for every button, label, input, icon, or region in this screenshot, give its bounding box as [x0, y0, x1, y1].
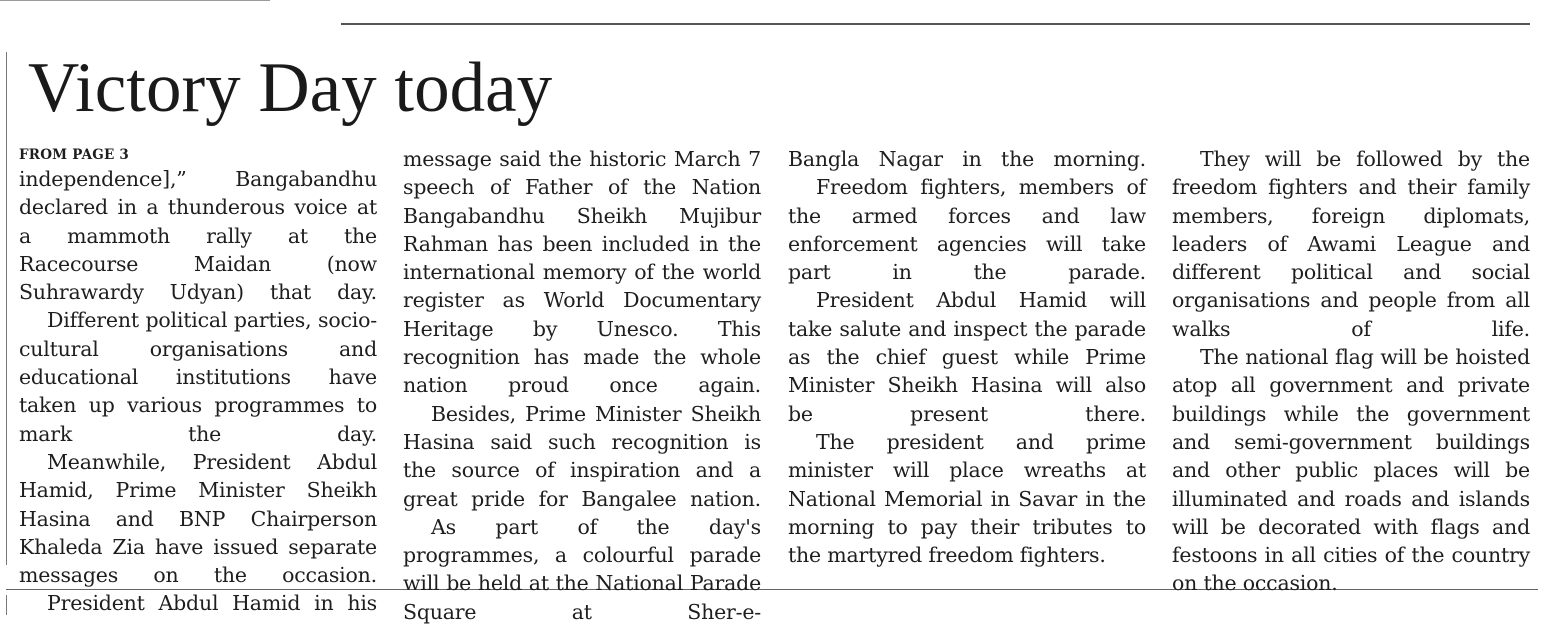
article-column-1: [19, 145, 377, 618]
continued-from-label: FROM PAGE 3: [19, 147, 129, 163]
top-left-rule: [0, 0, 270, 1]
paragraph: They will be followed by the freedom fighters and their family members, foreign diplomats, leaders of Awami League and different political and social organisations and people from all walks of life.: [1172, 147, 1530, 341]
headline: Victory Day today: [28, 49, 553, 127]
article-column-2: [403, 145, 761, 626]
paragraph: Different political parties, socio-cultural organisations and educational institutions have taken up various programmes to mark the day.: [19, 308, 377, 446]
paragraph: independence],” Bangabandhu declared in a thunderous voice at a mammoth rally at the Racecourse Maidan (now Suhrawardy Udyan) that day.: [19, 167, 377, 305]
paragraph: Besides, Prime Minister Sheikh Hasina said such recognition is the source of inspiration and a great pride for Bangalee nation.: [403, 401, 761, 511]
article-column-3: [788, 145, 1146, 569]
top-rule: [341, 23, 1530, 25]
left-rule: [6, 52, 7, 565]
paragraph: President Abdul Hamid will take salute and inspect the parade as the chief guest while Prime Minister Sheikh Hasina will also be present there.: [788, 288, 1146, 426]
article-column-4: [1172, 145, 1530, 598]
left-rule-lower: [6, 595, 7, 615]
paragraph: As part of the day's programmes, a colourful parade will be held at the National Parade Square at Sher-e-: [403, 514, 761, 624]
paragraph: The national flag will be hoisted atop all government and private buildings while the government and semi-government buildings and other public places will be illuminated and roads and islands will be decorated with flags and festoons in all cities of the country on the occasion.: [1172, 345, 1530, 596]
paragraph: Bangla Nagar in the morning.: [788, 147, 1146, 171]
paragraph: Meanwhile, President Abdul Hamid, Prime Minister Sheikh Hasina and BNP Chairperson Khaleda Zia have issued separate messages on the occasion.: [19, 449, 377, 588]
paragraph: President Abdul Hamid in his: [47, 591, 377, 616]
paragraph: message said the historic March 7 speech of Father of the Nation Bangabandhu Sheikh Mujibur Rahman has been included in the international memory of the world register as World Documentary Heritage by Unesco. This recognition has made the whole nation proud once again.: [403, 147, 761, 398]
paragraph: Freedom fighters, members of the armed forces and law enforcement agencies will take part in the parade.: [788, 175, 1146, 285]
paragraph: The president and prime minister will place wreaths at National Memorial in Savar in the morning to pay their tributes to the martyred freedom fighters.: [788, 429, 1146, 568]
